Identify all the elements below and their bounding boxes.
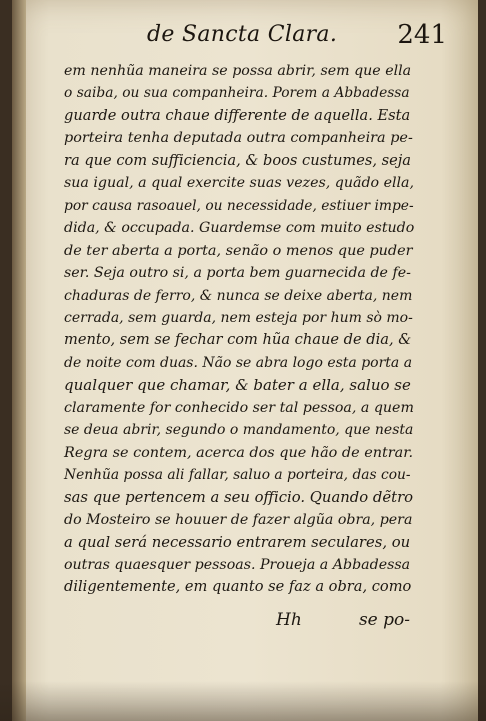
page-header xyxy=(147,22,447,54)
catchword: se po- xyxy=(358,610,410,630)
text-line: ra que com sufficiencia, & boos custumes, seja xyxy=(64,151,411,169)
text-line: diligentemente, em quanto se faz a obra, como xyxy=(64,578,412,596)
text-line: sas que pertencem a seu officio. Quando dẽtro xyxy=(64,488,414,506)
text-line: se deua abrir, segundo o mandamento, que nesta xyxy=(64,422,414,439)
text-line: de ter aberta a porta, senão o menos que puder xyxy=(64,242,413,259)
text-line: Nenhũa possa ali fallar, saluo a porteira, das cou- xyxy=(64,467,411,484)
text-line: outras quaesquer pessoas. Proueja a Abbadessa xyxy=(64,556,411,573)
text-line: ser. Seja outro si, a porta bem guarnecida de fe- xyxy=(64,265,411,282)
text-line: mento, sem se fechar com hũa chaue de dia, & xyxy=(64,331,412,349)
text-line: por causa rasoauel, ou necessidade, estiuer impe- xyxy=(64,197,414,214)
body-text xyxy=(64,60,414,599)
bottom-shadow xyxy=(0,681,486,721)
text-line: guarde outra chaue differente de aquella. Esta xyxy=(64,106,411,124)
page-footer xyxy=(64,610,414,634)
running-head: de Sancta Clara. xyxy=(147,22,338,47)
text-line: dida, & occupada. Guardemse com muito estudo xyxy=(64,220,415,237)
text-line: em nenhũa maneira se possa abrir, sem que ella xyxy=(64,63,412,79)
text-line: sua igual, a qual exercite suas vezes, quãdo ella, xyxy=(64,175,415,192)
text-line: cerrada, sem guarda, nem esteja por hum sò mo- xyxy=(64,309,413,326)
page-gutter xyxy=(12,0,26,721)
text-line: de noite com duas. Não se abra logo esta porta a xyxy=(64,354,413,371)
text-line: porteira tenha deputada outra companheira pe- xyxy=(64,130,413,147)
text-line: qualquer que chamar, & bater a ella, saluo se xyxy=(64,376,411,395)
text-line: a qual será necessario entrarem seculares, ou xyxy=(64,533,411,551)
book-page xyxy=(12,0,478,721)
signature-mark: Hh xyxy=(276,610,302,630)
page-number: 241 xyxy=(397,20,447,50)
text-line: o saiba, ou sua companheira. Porem a Abbadessa xyxy=(64,85,410,102)
text-line: Regra se contem, acerca dos que hão de entrar. xyxy=(64,444,414,461)
text-line: do Mosteiro se houuer de fazer algũa obra, pera xyxy=(64,512,413,529)
text-line: claramente for conhecido ser tal pessoa, a quem xyxy=(64,399,414,416)
text-line: chaduras de ferro, & nunca se deixe aberta, nem xyxy=(64,287,413,304)
